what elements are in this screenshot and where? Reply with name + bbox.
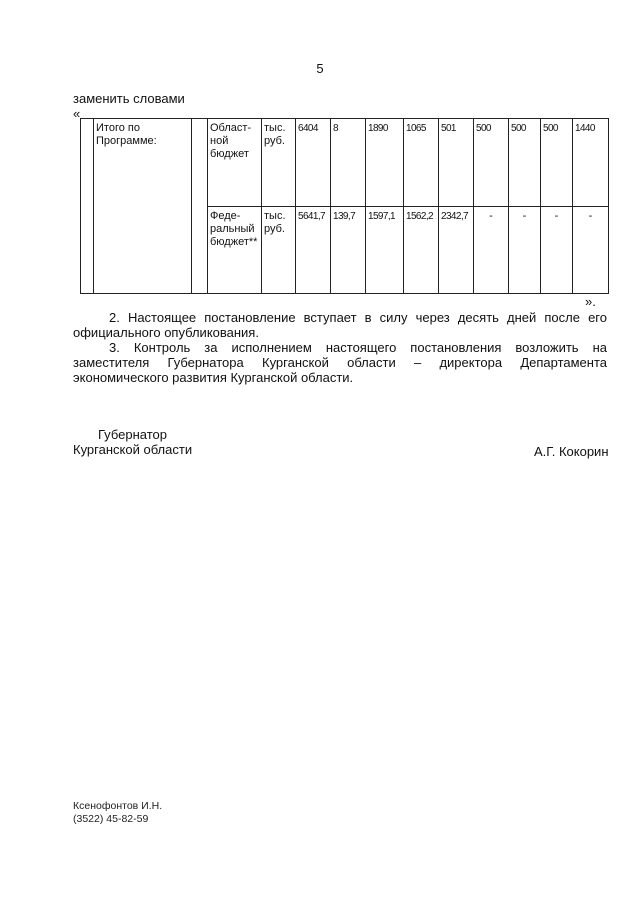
value-cell: - — [474, 206, 509, 294]
paragraph-3 — [73, 340, 607, 385]
value-cell: - — [509, 206, 541, 294]
value-cell: - — [541, 206, 573, 294]
value-cell: 500 — [509, 119, 541, 207]
executor-name: Ксенофонтов И.Н. — [73, 800, 163, 812]
value-cell: 500 — [474, 119, 509, 207]
row-label: Итого по Программе: — [94, 119, 192, 294]
value-cell: 1440 — [573, 119, 609, 207]
blank-cell — [192, 119, 208, 294]
signatory-title-line2: Курганской области — [73, 442, 193, 457]
table-row — [81, 119, 609, 207]
value-cell: - — [573, 206, 609, 294]
paragraph-2-text: 2. Настоящее постановление вступает в силу через десять дней после его официального опубликования. — [73, 310, 607, 340]
unit-cell: тыс. руб. — [262, 206, 296, 294]
signatory-title-line1: Губернатор — [98, 427, 167, 442]
value-cell: 139,7 — [331, 206, 366, 294]
value-cell: 500 — [541, 119, 573, 207]
value-cell: 1562,2 — [404, 206, 439, 294]
closing-quote: ». — [585, 294, 596, 309]
lead-text: заменить словами — [73, 91, 185, 106]
signatory-name: А.Г. Кокорин — [534, 444, 609, 459]
value-cell: 6404 — [296, 119, 331, 207]
source-cell: Феде-ральный бюджет** — [208, 206, 262, 294]
value-cell: 501 — [439, 119, 474, 207]
signatory-title — [73, 427, 192, 457]
executor-info — [73, 800, 162, 826]
paragraph-3-text: 3. Контроль за исполнением настоящего постановления возложить на заместителя Губернатора Курганской области – директора Департамента экономического развития Курганской области. — [73, 340, 607, 385]
value-cell: 2342,7 — [439, 206, 474, 294]
page-number: 5 — [316, 61, 324, 76]
value-cell: 1890 — [366, 119, 404, 207]
source-cell: Област-ной бюджет — [208, 119, 262, 207]
opening-quote: « — [73, 106, 81, 121]
funding-table — [80, 118, 609, 294]
value-cell: 5641,7 — [296, 206, 331, 294]
value-cell: 1065 — [404, 119, 439, 207]
unit-cell: тыс. руб. — [262, 119, 296, 207]
executor-phone: (3522) 45-82-59 — [73, 813, 149, 825]
value-cell: 1597,1 — [366, 206, 404, 294]
blank-cell — [81, 119, 94, 294]
value-cell: 8 — [331, 119, 366, 207]
paragraph-2 — [73, 310, 607, 340]
